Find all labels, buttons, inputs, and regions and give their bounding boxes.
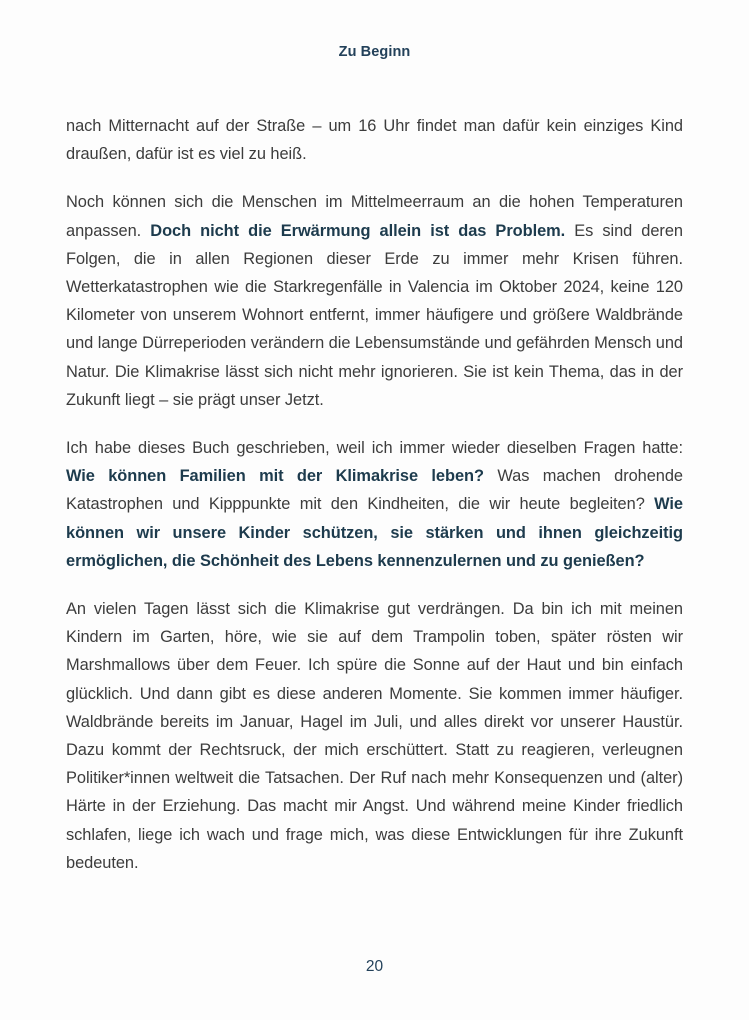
paragraph-p3 bbox=[66, 434, 683, 575]
emphasis-run: Wie können wir unsere Kinder schützen, sie stärken und ihnen gleichzeitig ermöglichen, die Schönheit des Lebens kennenzulernen und zu genießen? bbox=[66, 495, 683, 570]
body-text-column bbox=[66, 112, 683, 877]
text-run: nach Mitternacht auf der Straße – um 16 Uhr findet man dafür kein einziges Kind draußen, dafür ist es viel zu heiß. bbox=[66, 117, 683, 164]
text-run: An vielen Tagen lässt sich die Klimakrise gut verdrängen. Da bin ich mit meinen Kindern im Garten, höre, wie sie auf dem Trampolin toben, später rösten wir Marshmallows über dem Feuer. Ich spüre die Sonne auf der Haut und bin einfach glücklich. Und dann gibt es diese anderen Momente. Sie kommen immer häufiger. Waldbrände bereits im Januar, Hagel im Juli, und alles direkt vor unserer Haustür. Dazu kommt der Rechtsruck, der mich erschüttert. Statt zu reagieren, verleugnen Politiker*innen weltweit die Tatsachen. Der Ruf nach mehr Konsequenzen und (alter) Härte in der Erziehung. Das macht mir Angst. Und während meine Kinder friedlich schlafen, liege ich wach und frage mich, was diese Entwicklungen für ihre Zukunft bedeuten. bbox=[66, 600, 683, 872]
paragraph-p4 bbox=[66, 595, 683, 877]
paragraph-p2 bbox=[66, 188, 683, 414]
emphasis-run: Wie können Familien mit der Klimakrise leben? bbox=[66, 467, 484, 486]
paragraph-p1 bbox=[66, 112, 683, 168]
page-number: 20 bbox=[365, 958, 384, 975]
text-run: Es sind deren Folgen, die in allen Regionen dieser Erde zu immer mehr Krisen führen. Wetterkatastrophen wie die Starkregenfälle in Valencia im Oktober 2024, keine 120 Kilometer von unserem Wohnort entfernt, immer häufigere und größere Waldbrände und lange Dürreperioden verändern die Lebensumstände und gefährden Mensch und Natur. Die Klimakrise lässt sich nicht mehr ignorieren. Sie ist kein Thema, das in der Zukunft liegt – sie prägt unser Jetzt. bbox=[66, 221, 683, 409]
running-head: Zu Beginn bbox=[338, 44, 411, 60]
text-run: Was machen drohende Katastrophen und Kipppunkte mit den Kindheiten, die wir heute begleiten? bbox=[66, 467, 684, 514]
emphasis-run: Doch nicht die Erwärmung allein ist das Problem. bbox=[150, 221, 566, 240]
text-run: Ich habe dieses Buch geschrieben, weil ich immer wieder dieselben Fragen hatte: bbox=[66, 439, 683, 458]
text-run: Noch können sich die Menschen im Mittelmeerraum an die hohen Temperaturen anpassen. bbox=[66, 193, 683, 240]
